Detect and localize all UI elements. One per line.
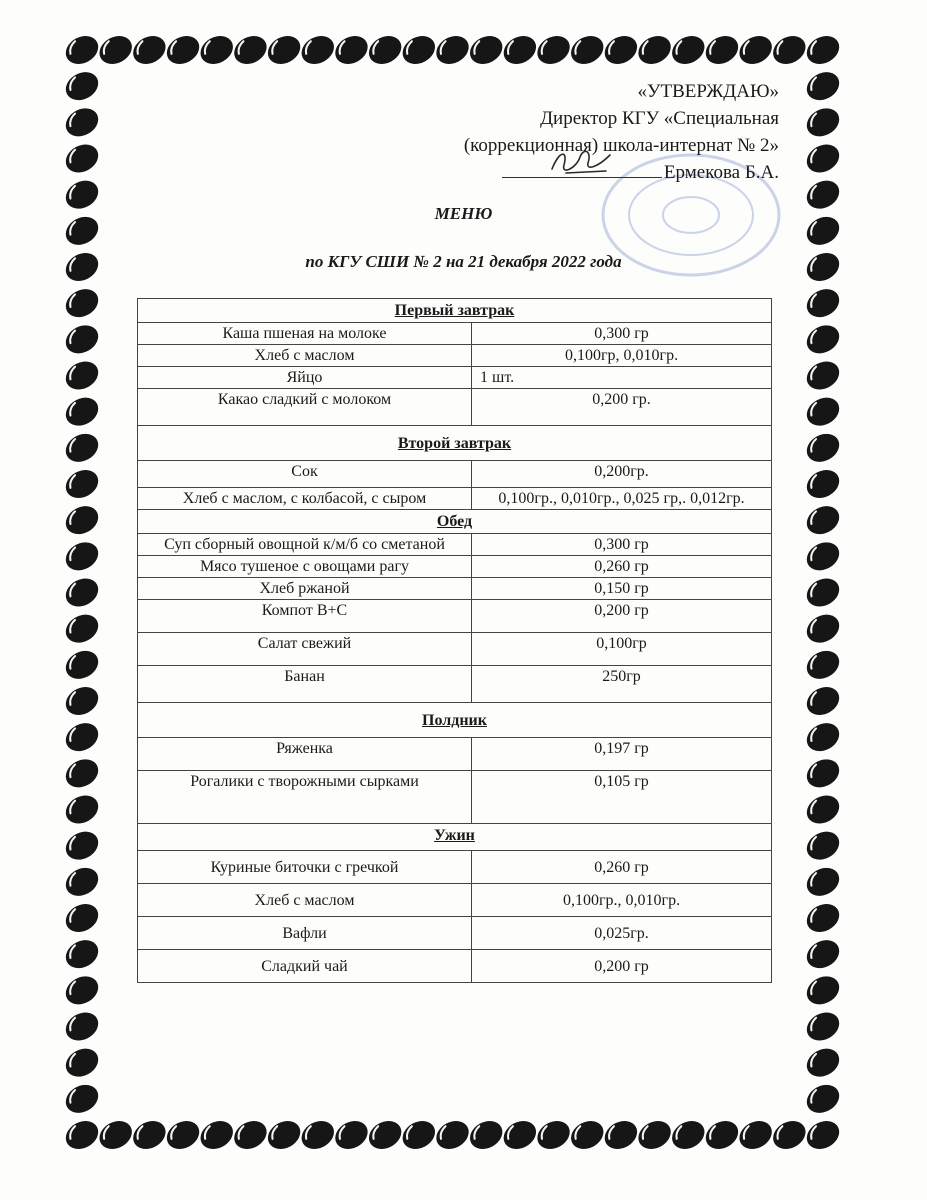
border-leaf xyxy=(61,754,103,793)
border-leaf xyxy=(61,682,103,721)
border-leaf xyxy=(431,31,473,70)
table-row xyxy=(138,666,772,703)
border-leaf xyxy=(398,31,440,70)
border-leaf xyxy=(162,31,204,70)
table-row xyxy=(138,578,772,600)
border-leaf xyxy=(802,718,844,757)
table-row xyxy=(138,556,772,578)
border-leaf xyxy=(499,31,541,70)
section-snack: Полдник xyxy=(138,703,772,738)
border-leaf xyxy=(61,826,103,865)
dish-quantity: 0,100гр., 0,010гр., 0,025 гр,. 0,012гр. xyxy=(472,488,772,510)
border-leaf xyxy=(61,31,103,70)
section-row xyxy=(138,426,772,461)
dish-quantity: 0,300 гр xyxy=(472,323,772,345)
border-leaf xyxy=(229,1116,271,1155)
dish-quantity: 0,260 гр xyxy=(472,556,772,578)
table-row xyxy=(138,771,772,824)
table-row xyxy=(138,461,772,488)
dish-quantity: 0,260 гр xyxy=(472,851,772,884)
dish-name: Компот В+С xyxy=(138,600,472,633)
border-leaf xyxy=(802,645,844,684)
border-leaf xyxy=(802,935,844,974)
border-leaf xyxy=(61,862,103,901)
border-leaf xyxy=(61,1079,103,1118)
border-leaf xyxy=(61,392,103,431)
border-leaf xyxy=(802,67,844,106)
border-leaf xyxy=(364,31,406,70)
border-leaf xyxy=(802,537,844,576)
dish-name: Хлеб с маслом, с колбасой, с сыром xyxy=(138,488,472,510)
border-leaf xyxy=(398,1116,440,1155)
section-row xyxy=(138,510,772,534)
border-leaf xyxy=(802,1043,844,1082)
border-leaf xyxy=(566,31,608,70)
menu-table xyxy=(137,298,772,983)
border-leaf xyxy=(61,537,103,576)
border-leaf xyxy=(162,1116,204,1155)
dish-name: Банан xyxy=(138,666,472,703)
dish-name: Мясо тушеное с овощами рагу xyxy=(138,556,472,578)
dish-quantity: 250гр xyxy=(472,666,772,703)
border-leaf xyxy=(802,790,844,829)
dish-name: Вафли xyxy=(138,917,472,950)
border-leaf xyxy=(768,31,810,70)
border-leaf xyxy=(802,862,844,901)
border-leaf xyxy=(802,139,844,178)
border-leaf xyxy=(802,1116,844,1155)
border-leaf xyxy=(802,971,844,1010)
border-leaf xyxy=(263,1116,305,1155)
border-leaf xyxy=(802,103,844,142)
border-leaf xyxy=(61,67,103,106)
table-row xyxy=(138,367,772,389)
approval-block xyxy=(359,78,779,186)
border-leaf xyxy=(802,573,844,612)
section-row xyxy=(138,824,772,851)
dish-quantity: 0,105 гр xyxy=(472,771,772,824)
table-row xyxy=(138,534,772,556)
approval-position-line2: (коррекционная) школа-интернат № 2» xyxy=(463,135,779,156)
table-row xyxy=(138,917,772,950)
border-leaf xyxy=(61,1043,103,1082)
border-leaf xyxy=(701,31,743,70)
border-leaf xyxy=(229,31,271,70)
approval-position-line1: Директор КГУ «Специальная xyxy=(540,108,779,129)
section-lunch: Обед xyxy=(138,510,772,534)
border-leaf xyxy=(802,31,844,70)
border-leaf xyxy=(802,284,844,323)
table-row xyxy=(138,738,772,771)
dish-name: Сладкий чай xyxy=(138,950,472,983)
border-leaf xyxy=(61,139,103,178)
dish-name: Хлеб с маслом xyxy=(138,345,472,367)
border-leaf xyxy=(735,31,777,70)
border-leaf xyxy=(802,392,844,431)
border-leaf xyxy=(196,31,238,70)
border-leaf xyxy=(802,682,844,721)
border-leaf xyxy=(532,1116,574,1155)
table-row xyxy=(138,633,772,666)
border-leaf xyxy=(465,31,507,70)
border-leaf xyxy=(499,1116,541,1155)
dish-name: Рогалики с творожными сырками xyxy=(138,771,472,824)
table-row xyxy=(138,345,772,367)
border-leaf xyxy=(61,971,103,1010)
section-first-breakfast: Первый завтрак xyxy=(138,299,772,323)
handwritten-signature xyxy=(546,145,616,179)
border-leaf xyxy=(802,320,844,359)
border-leaf xyxy=(61,320,103,359)
dish-quantity: 0,150 гр xyxy=(472,578,772,600)
director-name: Ермекова Б.А. xyxy=(663,162,779,183)
border-leaf xyxy=(61,1116,103,1155)
dish-name: Ряженка xyxy=(138,738,472,771)
border-leaf xyxy=(61,645,103,684)
border-leaf xyxy=(61,899,103,938)
border-leaf xyxy=(61,428,103,467)
border-leaf xyxy=(61,573,103,612)
dish-quantity: 0,100гр, 0,010гр. xyxy=(472,345,772,367)
dish-quantity: 0,200 гр. xyxy=(472,389,772,426)
dish-name: Хлеб с маслом xyxy=(138,884,472,917)
approval-heading: «УТВЕРЖДАЮ» xyxy=(637,81,779,102)
border-leaf xyxy=(735,1116,777,1155)
dish-quantity: 0,100гр xyxy=(472,633,772,666)
border-leaf xyxy=(128,31,170,70)
dish-name: Хлеб ржаной xyxy=(138,578,472,600)
dish-quantity: 0,197 гр xyxy=(472,738,772,771)
dish-quantity: 0,025гр. xyxy=(472,917,772,950)
signature-row xyxy=(359,159,779,186)
border-leaf xyxy=(701,1116,743,1155)
dish-name: Суп сборный овощной к/м/б со сметаной xyxy=(138,534,472,556)
table-row xyxy=(138,950,772,983)
section-dinner: Ужин xyxy=(138,824,772,851)
border-leaf xyxy=(802,356,844,395)
border-leaf xyxy=(802,465,844,504)
section-row xyxy=(138,703,772,738)
dish-quantity: 0,200 гр xyxy=(472,600,772,633)
border-leaf xyxy=(633,1116,675,1155)
border-leaf xyxy=(61,718,103,757)
border-leaf xyxy=(802,1079,844,1118)
border-leaf xyxy=(196,1116,238,1155)
border-leaf xyxy=(768,1116,810,1155)
border-leaf xyxy=(802,1007,844,1046)
border-leaf xyxy=(802,428,844,467)
section-row xyxy=(138,299,772,323)
border-leaf xyxy=(667,1116,709,1155)
border-leaf xyxy=(532,31,574,70)
border-leaf xyxy=(600,1116,642,1155)
dish-quantity: 0,200гр. xyxy=(472,461,772,488)
border-leaf xyxy=(802,754,844,793)
dish-quantity: 0,200 гр xyxy=(472,950,772,983)
border-leaf xyxy=(95,1116,137,1155)
border-leaf xyxy=(61,790,103,829)
border-leaf xyxy=(263,31,305,70)
dish-name: Какао сладкий с молоком xyxy=(138,389,472,426)
border-leaf xyxy=(61,935,103,974)
dish-name: Яйцо xyxy=(138,367,472,389)
border-leaf xyxy=(802,826,844,865)
border-leaf xyxy=(600,31,642,70)
border-leaf xyxy=(633,31,675,70)
border-leaf xyxy=(297,31,339,70)
dish-name: Салат свежий xyxy=(138,633,472,666)
dish-quantity: 1 шт. xyxy=(472,367,772,389)
table-row xyxy=(138,851,772,884)
border-leaf xyxy=(431,1116,473,1155)
border-leaf xyxy=(61,501,103,540)
table-row xyxy=(138,884,772,917)
table-row xyxy=(138,600,772,633)
dish-quantity: 0,300 гр xyxy=(472,534,772,556)
signature-line xyxy=(502,159,662,178)
border-leaf xyxy=(802,609,844,648)
border-leaf xyxy=(61,103,103,142)
border-leaf xyxy=(61,465,103,504)
table-row xyxy=(138,389,772,426)
document-subtitle: по КГУ СШИ № 2 на 21 декабря 2022 года xyxy=(305,252,622,271)
border-leaf xyxy=(61,284,103,323)
border-leaf xyxy=(61,356,103,395)
border-leaf xyxy=(330,31,372,70)
border-leaf xyxy=(95,31,137,70)
border-leaf xyxy=(297,1116,339,1155)
dish-name: Куриные биточки с гречкой xyxy=(138,851,472,884)
border-leaf xyxy=(465,1116,507,1155)
dish-name: Каша пшеная на молоке xyxy=(138,323,472,345)
border-leaf xyxy=(61,609,103,648)
border-leaf xyxy=(802,501,844,540)
section-second-breakfast: Второй завтрак xyxy=(138,426,772,461)
dish-name: Сок xyxy=(138,461,472,488)
border-leaf xyxy=(667,31,709,70)
table-row xyxy=(138,488,772,510)
border-leaf xyxy=(330,1116,372,1155)
document-title: МЕНЮ xyxy=(434,204,493,223)
border-leaf xyxy=(364,1116,406,1155)
border-leaf xyxy=(802,899,844,938)
border-leaf xyxy=(128,1116,170,1155)
table-row xyxy=(138,323,772,345)
border-leaf xyxy=(566,1116,608,1155)
border-leaf xyxy=(61,1007,103,1046)
dish-quantity: 0,100гр., 0,010гр. xyxy=(472,884,772,917)
